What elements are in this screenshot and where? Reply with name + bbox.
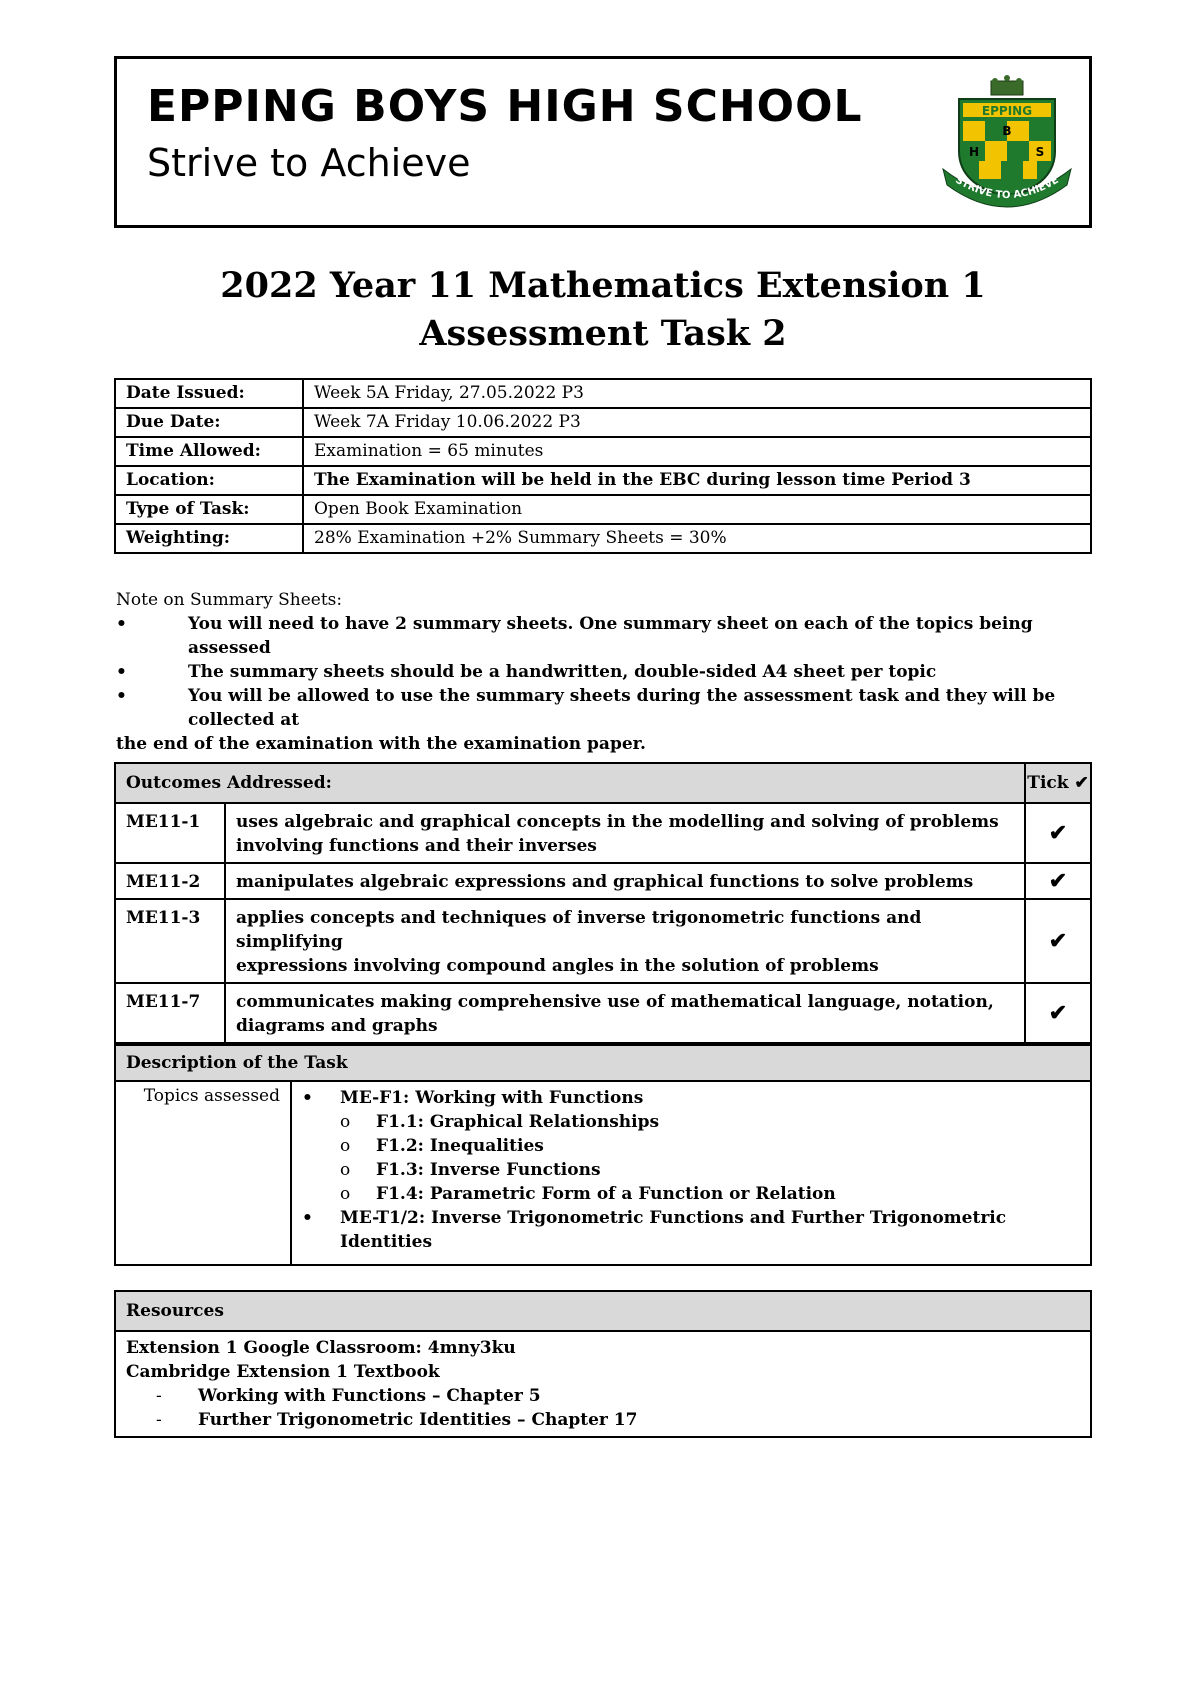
list-item <box>302 1086 1080 1110</box>
tick-mark-icon: ✔ <box>1025 863 1091 899</box>
outcome-code: ME11-3 <box>115 899 225 983</box>
bullet-mark: • <box>116 686 127 706</box>
table-row <box>115 803 1091 863</box>
list-item <box>302 1158 1080 1182</box>
tick-header: Tick ✔ <box>1025 763 1091 803</box>
summary-sheet-note <box>116 588 1096 756</box>
list-item <box>116 660 1096 684</box>
bullet-mark: • <box>302 1208 313 1228</box>
table-row <box>115 1331 1091 1437</box>
topics-list <box>291 1081 1091 1265</box>
table-row <box>115 379 1091 408</box>
outcome-description <box>225 899 1025 983</box>
sub-bullet-mark: o <box>340 1112 351 1132</box>
list-item <box>116 612 1096 660</box>
outcome-code: ME11-1 <box>115 803 225 863</box>
outcome-code: ME11-7 <box>115 983 225 1043</box>
sub-bullet-mark: o <box>340 1136 351 1156</box>
resources-table <box>114 1290 1092 1438</box>
resource-line: Extension 1 Google Classroom: 4mny3ku <box>126 1338 516 1358</box>
title-line-1: 2022 Year 11 Mathematics Extension 1 <box>220 265 986 306</box>
document-title <box>114 262 1092 358</box>
table-row <box>115 863 1091 899</box>
table-header-row <box>115 1291 1091 1331</box>
table-row <box>115 437 1091 466</box>
outcome-description <box>225 803 1025 863</box>
note-continuation: the end of the examination with the examination paper. <box>116 734 646 754</box>
table-header-row <box>115 1045 1091 1081</box>
bullet-mark: • <box>116 614 127 634</box>
school-motto: Strive to Achieve <box>147 141 471 185</box>
svg-text:STRIVE TO ACHIEVE: STRIVE TO ACHIEVE <box>953 174 1061 202</box>
info-value: 28% Examination +2% Summary Sheets = 30% <box>303 524 1091 553</box>
note-bullet-text: The summary sheets should be a handwritten, double-sided A4 sheet per topic <box>188 662 937 682</box>
subtopic-text: F1.2: Inequalities <box>376 1136 544 1156</box>
outcome-line: diagrams and graphs <box>236 1016 438 1036</box>
table-row <box>115 524 1091 553</box>
table-row <box>115 495 1091 524</box>
info-value: Examination = 65 minutes <box>303 437 1091 466</box>
subtopic-text: F1.3: Inverse Functions <box>376 1160 601 1180</box>
outcome-line: expressions involving compound angles in the solution of problems <box>236 956 879 976</box>
task-description-table <box>114 1044 1092 1266</box>
topic-text: ME-F1: Working with Functions <box>340 1088 644 1108</box>
resource-item: Further Trigonometric Identities – Chapter 17 <box>198 1410 638 1430</box>
list-item <box>302 1134 1080 1158</box>
info-label: Weighting: <box>115 524 303 553</box>
info-value: Open Book Examination <box>303 495 1091 524</box>
table-row <box>115 466 1091 495</box>
outcome-line: uses algebraic and graphical concepts in the modelling and solving of problems <box>236 812 999 832</box>
svg-text:B: B <box>1002 124 1012 138</box>
outcome-line: communicates making comprehensive use of mathematical language, notation, <box>236 992 994 1012</box>
svg-text:S: S <box>1035 145 1045 159</box>
resources-body <box>115 1331 1091 1437</box>
table-row <box>115 1081 1091 1265</box>
school-header <box>114 56 1092 228</box>
topics-label: Topics assessed <box>115 1081 291 1265</box>
list-item <box>126 1384 1080 1408</box>
note-bullet-text: You will be allowed to use the summary sheets during the assessment task and they will be collected at <box>188 686 1056 730</box>
outcomes-table <box>114 762 1092 1044</box>
tick-mark-icon: ✔ <box>1025 803 1091 863</box>
school-crest-logo <box>939 73 1075 209</box>
table-header-row <box>115 763 1091 803</box>
info-label: Location: <box>115 466 303 495</box>
list-item <box>116 684 1096 732</box>
info-value: Week 7A Friday 10.06.2022 P3 <box>303 408 1091 437</box>
info-label: Time Allowed: <box>115 437 303 466</box>
bullet-mark: • <box>116 662 127 682</box>
outcome-code: ME11-2 <box>115 863 225 899</box>
list-item <box>126 1408 1080 1432</box>
outcome-line: involving functions and their inverses <box>236 836 597 856</box>
info-label: Date Issued: <box>115 379 303 408</box>
table-row <box>115 408 1091 437</box>
list-item <box>302 1206 1080 1254</box>
outcome-line: manipulates algebraic expressions and graphical functions to solve problems <box>236 872 974 892</box>
subtopic-text: F1.4: Parametric Form of a Function or Relation <box>376 1184 836 1204</box>
school-name: EPPING BOYS HIGH SCHOOL <box>147 81 863 132</box>
info-value: The Examination will be held in the EBC during lesson time Period 3 <box>303 466 1091 495</box>
list-item <box>302 1110 1080 1134</box>
outcome-description <box>225 983 1025 1043</box>
topic-text: ME-T1/2: Inverse Trigonometric Functions and Further Trigonometric Identities <box>340 1208 1007 1252</box>
note-bullet-text: You will need to have 2 summary sheets. One summary sheet on each of the topics being assessed <box>188 614 1033 658</box>
info-value: Week 5A Friday, 27.05.2022 P3 <box>303 379 1091 408</box>
bullet-mark: • <box>302 1088 313 1108</box>
outcome-line: applies concepts and techniques of inverse trigonometric functions and simplifying <box>236 908 922 952</box>
dash-mark: - <box>156 1386 162 1406</box>
sub-bullet-mark: o <box>340 1184 351 1204</box>
task-info-table <box>114 378 1092 554</box>
info-label: Type of Task: <box>115 495 303 524</box>
outcome-description <box>225 863 1025 899</box>
resources-header: Resources <box>115 1291 1091 1331</box>
resource-item: Working with Functions – Chapter 5 <box>198 1386 541 1406</box>
subtopic-text: F1.1: Graphical Relationships <box>376 1112 660 1132</box>
info-label: Due Date: <box>115 408 303 437</box>
table-row <box>115 899 1091 983</box>
svg-text:EPPING: EPPING <box>981 104 1033 118</box>
note-heading: Note on Summary Sheets: <box>116 590 343 610</box>
tick-mark-icon: ✔ <box>1025 899 1091 983</box>
list-item <box>302 1182 1080 1206</box>
outcomes-header: Outcomes Addressed: <box>115 763 1025 803</box>
description-header: Description of the Task <box>115 1045 1091 1081</box>
table-row <box>115 983 1091 1043</box>
crown-icon <box>991 75 1023 95</box>
title-line-2: Assessment Task 2 <box>419 313 787 354</box>
sub-bullet-mark: o <box>340 1160 351 1180</box>
tick-mark-icon: ✔ <box>1025 983 1091 1043</box>
resource-line: Cambridge Extension 1 Textbook <box>126 1362 440 1382</box>
dash-mark: - <box>156 1410 162 1430</box>
svg-text:H: H <box>968 145 980 159</box>
